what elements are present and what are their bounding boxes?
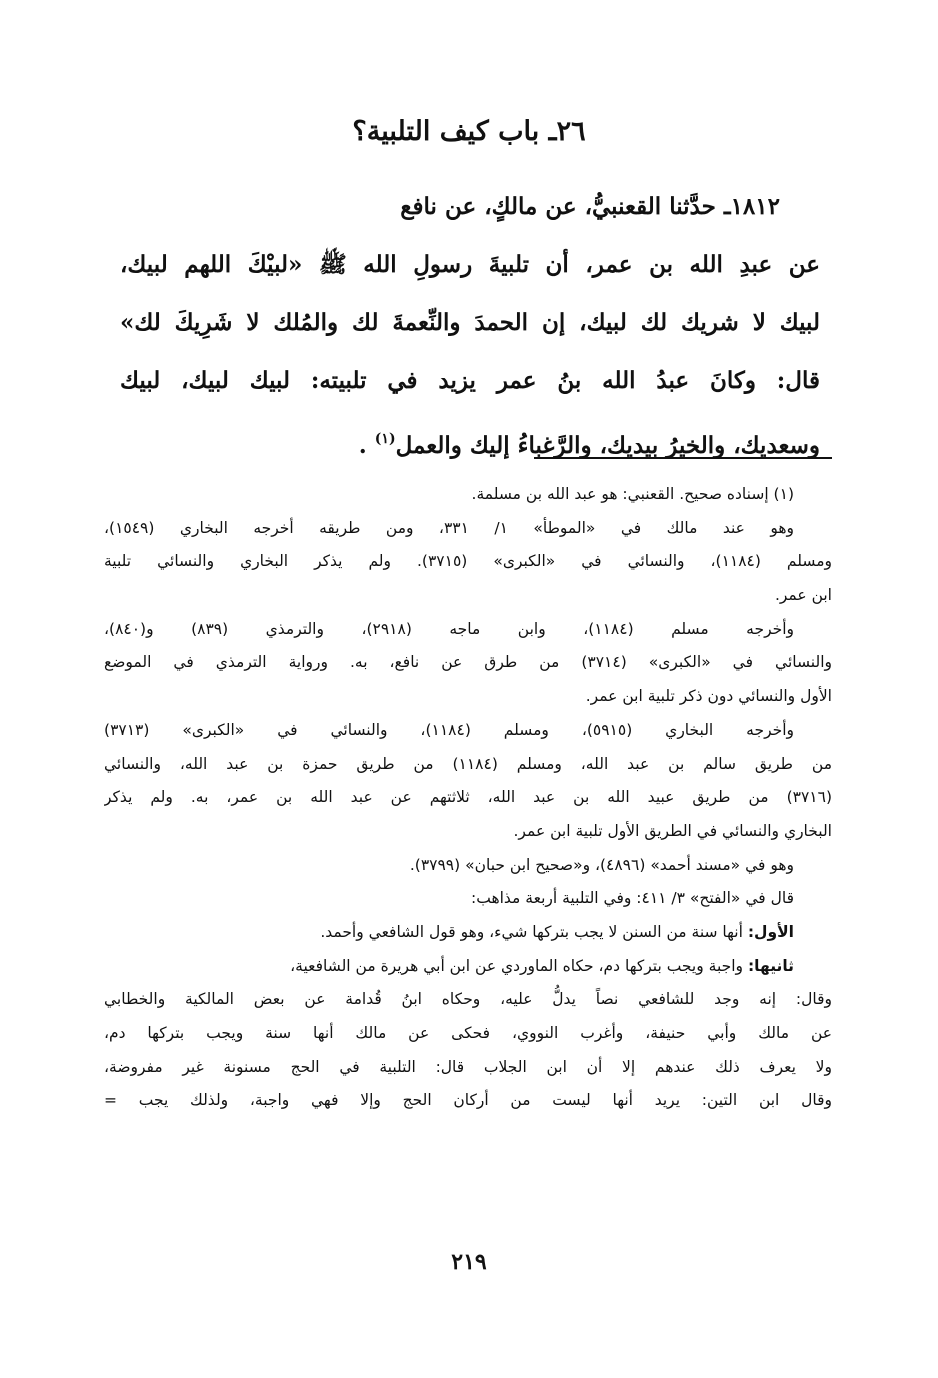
hadith-text [120, 178, 820, 468]
footnote-line: من طريق سالم بن عبد الله، ومسلم (١١٨٤) من طريق حمزة بن عبد الله، والنسائي [104, 754, 832, 773]
footnote-line: وقال: إنه وجد للشافعي نصاً يدلُّ عليه، وحكاه ابنُ قُدامة عن بعض المالكية والخطابي [104, 990, 832, 1009]
footnote-line: وهو عند مالك في «الموطأ» ١/ ٣٣١، ومن طريقه أخرجه البخاري (١٥٤٩)، [104, 518, 794, 537]
hadith-line: عن عبدِ الله بن عمر، أن تلبيةَ رسولِ الله ﷺ «لبيْكَ اللهم لبيك، [120, 251, 820, 278]
hadith-end: . [358, 432, 367, 459]
footnotes [104, 478, 832, 1118]
footnote-line: عن مالك وأبي حنيفة، وأغرب النووي، فحكى عن مالك أنها سنة ويجب بتركها دم، [104, 1024, 832, 1042]
hadith-line: وسعديك، والخيرُ بيديك، والرَّغباءُ إليك والعمل [395, 432, 820, 459]
footnote-marker: (١) [374, 431, 396, 447]
footnote-line: وهو في «مسند أحمد» (٤٨٩٦)، و«صحيح ابن حبان» (٣٧٩٩). [409, 855, 794, 874]
footnote-line: ابن عمر. [774, 586, 832, 605]
footnote-line: قال في «الفتح» ٣/ ٤١١: وفي التلبية أربعة مذاهب: [471, 889, 794, 908]
footnote-line: وقال ابن التين: يريد أنها ليست من أركان الحج وإلا فهي واجبة، ولذلك يجب = [104, 1091, 832, 1110]
footnote-line: ومسلم (١١٨٤)، والنسائي في «الكبرى» (٣٧١٥). ولم يذكر البخاري والنسائي تلبية [104, 552, 832, 571]
hadith-line: قال: وكانَ عبدُ الله بنُ عمر يزيد في تلبيته: لبيك لبيك، لبيك [120, 367, 820, 394]
label-second: ثانيها: [747, 956, 794, 975]
footnote-line: واجبة ويجب بتركها دم، حكاه الماوردي عن ابن أبي هريرة من الشافعية، [290, 956, 744, 975]
footnote-line: والنسائي في «الكبرى» (٣٧١٤) من طرق عن نافع، به. ورواية الترمذي في الموضع [104, 653, 832, 672]
footnote-divider [534, 457, 832, 459]
footnote-line: ولا يعرف ذلك عندهم إلا أن ابن الجلاب قال: التلبية في الحج مسنونة غير مفروضة، [104, 1057, 832, 1076]
footnote-line: البخاري والنسائي في الطريق الأول تلبية ابن عمر. [513, 821, 832, 840]
hadith-line: لبيك لا شريك لك لبيك، إن الحمدَ والنِّعمةَ لك والمُلك لا شَرِيكَ لك» [120, 309, 820, 336]
footnote-line: (١) إسناده صحيح. القعنبي: هو عبد الله بن مسلمة. [471, 485, 794, 503]
page-number: ٢١٩ [451, 1249, 487, 1275]
footnote-line: (٣٧١٦) من طريق عبيد الله بن عبد الله، ثلاثتهم عن عبد الله بن عمر، به. ولم يذكر [104, 788, 832, 807]
hadith-line-last [120, 410, 820, 468]
hadith-line: ١٨١٢ـ حدَّثنا القعنبيُّ، عن مالكٍ، عن نافع [400, 193, 780, 220]
chapter-title: ٢٦ـ باب كيف التلبية؟ [352, 116, 586, 147]
label-first: الأول: [747, 922, 794, 941]
footnote-line-second-school [104, 950, 832, 984]
footnote-line: أنها سنة من السنن لا يجب بتركها شيء، وهو قول الشافعي وأحمد. [320, 922, 743, 941]
footnote-line: وأخرجه البخاري (٥٩١٥)، ومسلم (١١٨٤)، والنسائي في «الكبرى» (٣٧١٣) [104, 720, 794, 739]
footnote-line: الأول والنسائي دون ذكر تلبية ابن عمر. [585, 687, 832, 706]
footnote-line-first-school [104, 916, 832, 950]
footnote-line: وأخرجه مسلم (١١٨٤)، وابن ماجه (٢٩١٨)، والترمذي (٨٣٩) و(٨٤٠)، [104, 619, 794, 638]
